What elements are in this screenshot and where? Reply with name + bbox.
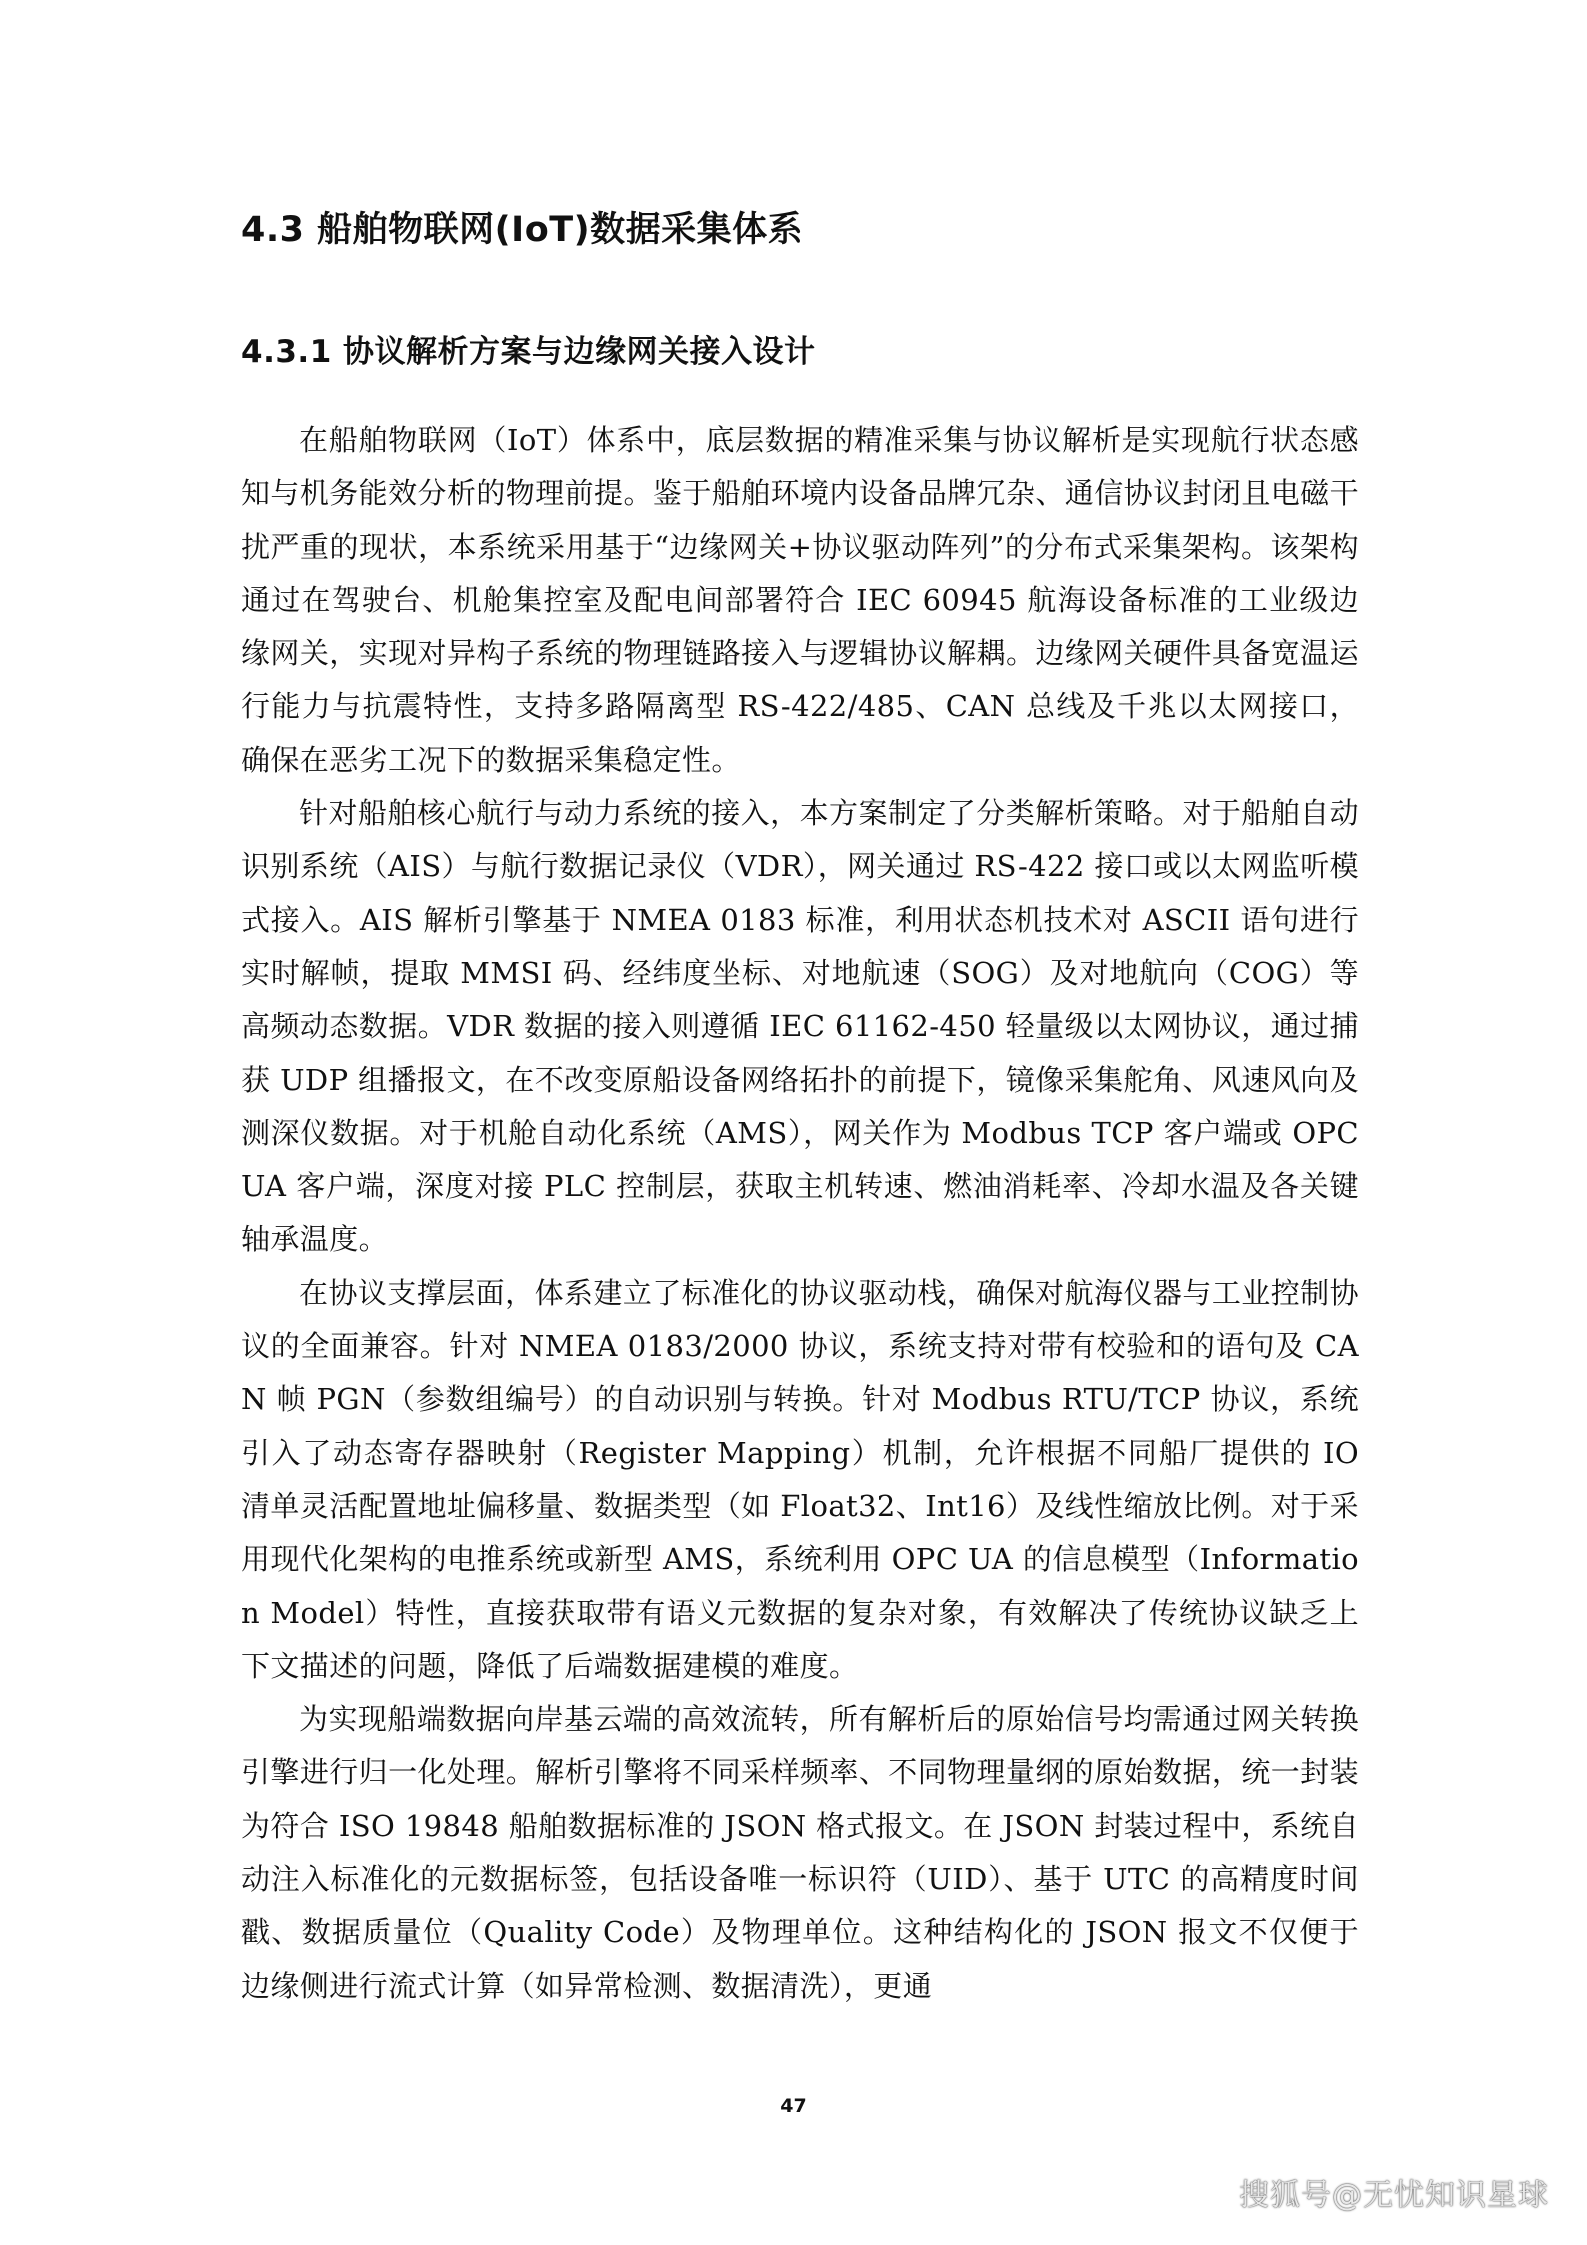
paragraph: 针对船舶核心航行与动力系统的接入，本方案制定了分类解析策略。对于船舶自动识别系统（AIS）与航行数据记录仪（VDR），网关通过 RS-422 接口或以太网监听模式接入。AIS 解析引擎基于 NMEA 0183 标准，利用状态机技术对 ASCII 语句进行实时解帧，提取 MMSI 码、经纬度坐标、对地航速（SOG）及对地航向（COG）等高频动态数据。VDR 数据的接入则遵循 IEC 61162-450 轻量级以太网协议，通过捕获 UDP 组播报文，在不改变原船设备网络拓扑的前提下，镜像采集舵角、风速风向及测深仪数据。对于机舱自动化系统（AMS），网关作为 Modbus TCP 客户端或 OPC UA 客户端，深度对接 PLC 控制层，获取主机转速、燃油消耗率、冷却水温及各关键轴承温度。: [241, 796, 1359, 1257]
paragraph: 在协议支撑层面，体系建立了标准化的协议驱动栈，确保对航海仪器与工业控制协议的全面兼容。针对 NMEA 0183/2000 协议，系统支持对带有校验和的语句及 CAN 帧 PGN（参数组编号）的自动识别与转换。针对 Modbus RTU/TCP 协议，系统引入了动态寄存器映射（Register Mapping）机制，允许根据不同船厂提供的 IO 清单灵活配置地址偏移量、数据类型（如 Float32、Int16）及线性缩放比例。对于采用现代化架构的电推系统或新型 AMS，系统利用 OPC UA 的信息模型（Information Model）特性，直接获取带有语义元数据的复杂对象，有效解决了传统协议缺乏上下文描述的问题，降低了后端数据建模的难度。: [241, 1275, 1359, 1683]
section-title: 4.3 船舶物联网(IoT)数据采集体系: [241, 210, 804, 250]
watermark: 搜狐号@无忧知识星球: [1239, 2178, 1549, 2213]
page-number: 47: [780, 2095, 807, 2117]
subsection-title: 4.3.1 协议解析方案与边缘网关接入设计: [241, 334, 816, 370]
paragraph: 在船舶物联网（IoT）体系中，底层数据的精准采集与协议解析是实现航行状态感知与机务能效分析的物理前提。鉴于船舶环境内设备品牌冗杂、通信协议封闭且电磁干扰严重的现状，本系统采用基于“边缘网关+协议驱动阵列”的分布式采集架构。该架构通过在驾驶台、机舱集控室及配电间部署符合 IEC 60945 航海设备标准的工业级边缘网关，实现对异构子系统的物理链路接入与逻辑协议解耦。边缘网关硬件具备宽温运行能力与抗震特性，支持多路隔离型 RS-422/485、CAN 总线及千兆以太网接口，确保在恶劣工况下的数据采集稳定性。: [241, 423, 1359, 777]
body-text: [241, 414, 1359, 2013]
paragraph: 为实现船端数据向岸基云端的高效流转，所有解析后的原始信号均需通过网关转换引擎进行归一化处理。解析引擎将不同采样频率、不同物理量纲的原始数据，统一封装为符合 ISO 19848 船舶数据标准的 JSON 格式报文。在 JSON 封装过程中，系统自动注入标准化的元数据标签，包括设备唯一标识符（UID）、基于 UTC 的高精度时间戳、数据质量位（Quality Code）及物理单位。这种结构化的 JSON 报文不仅便于边缘侧进行流式计算（如异常检测、数据清洗），更通: [241, 1702, 1359, 2003]
